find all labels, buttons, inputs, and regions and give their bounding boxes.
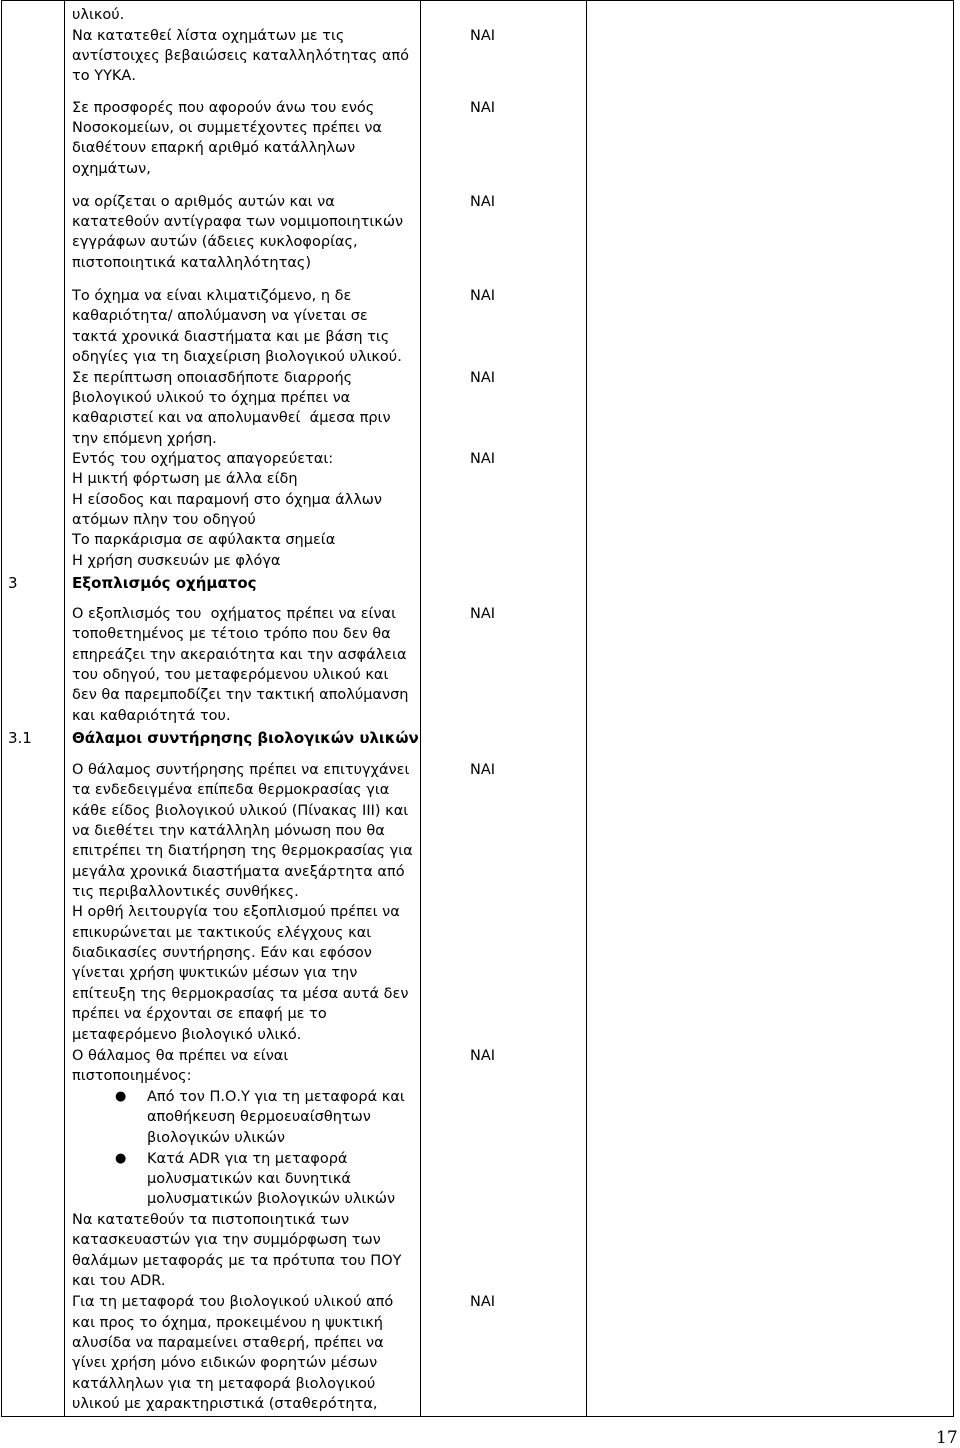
row-text-line: εγγράφων αυτών (άδειες κυκλοφορίας, [72,234,358,250]
row-text-line: τα ενδεδειγμένα επίπεδα θερμοκρασίας για [72,782,390,798]
row-text-line: να διεθέτει την κατάλληλη μόνωση που θα [72,823,385,839]
row-text-line: Να κατατεθεί λίστα οχημάτων με τις [72,28,345,44]
answer-yes: ΝΑΙ [470,370,496,386]
answer-yes: ΝΑΙ [470,606,496,622]
row-text-line: Ο θάλαμος συντήρησης πρέπει να επιτυγχάνει [72,762,410,778]
table-left-border [1,0,2,1416]
row-text-line: υλικού. [72,7,125,23]
row-text-line: οδηγίες για τη διαχείριση βιολογικού υλικού. [72,349,402,365]
row-text-line: Η είσοδος και παραμονή στο όχημα άλλων [72,492,383,508]
answer-yes: ΝΑΙ [470,28,496,44]
row-text-line: πρέπει να έρχονται σε επαφή με το [72,1006,327,1022]
row-text-line: διαθέτουν επαρκή αριθμό κατάλληλων [72,140,356,156]
row-text-line: Ο θάλαμος θα πρέπει να είναι [72,1048,289,1064]
answer-yes: ΝΑΙ [470,1294,496,1310]
answer-yes: ΝΑΙ [470,762,496,778]
row-text-line: κατάλληλων για τη μεταφορά βιολογικού [72,1376,376,1392]
row-text-line: αλυσίδα να παραμείνει σταθερή, πρέπει να [72,1335,384,1351]
row-text-line: πιστοποιημένος: [72,1068,192,1084]
row-text-line: το ΥΥΚΑ. [72,68,136,84]
bullet-icon: ● [115,1089,127,1104]
table-bottom-border [1,1416,954,1417]
row-text-line: Ο εξοπλισμός του οχήματος πρέπει να είναι [72,606,397,622]
section-number: 3.1 [8,729,32,747]
bullet-text-line: Από τον Π.Ο.Υ για τη μεταφορά και [147,1089,405,1105]
answer-yes: ΝΑΙ [470,194,496,210]
row-text-line: και του ADR. [72,1273,166,1289]
row-text-line: γίνει χρήση μόνο ειδικών φορητών μέσων [72,1355,378,1371]
row-text-line: επίτευξη της θερμοκρασίας τα μέσα αυτά δεν [72,986,409,1002]
bullet-text-line: βιολογικών υλικών [147,1130,286,1146]
table-right-border [953,0,954,1416]
section-number: 3 [8,574,18,592]
row-text-line: κατασκευαστών για την συμμόρφωση των [72,1232,381,1248]
column-divider-1 [64,0,65,1416]
row-text-line: Η χρήση συσκευών με φλόγα [72,553,281,569]
bullet-text-line: αποθήκευση θερμοευαίσθητων [147,1109,371,1125]
answer-yes: ΝΑΙ [470,451,496,467]
page-number: 17 [936,1428,958,1448]
row-text-line: δεν θα παρεμποδίζει την τακτική απολύμανση [72,687,409,703]
row-text-line: και καθαριότητά του. [72,708,231,724]
row-text-line: Σε προσφορές που αφορούν άνω του ενός [72,100,375,116]
bullet-icon: ● [115,1151,127,1166]
answer-yes: ΝΑΙ [470,100,496,116]
row-text-line: κάθε είδος βιολογικού υλικού (Πίνακας ΙΙΙ) και [72,803,409,819]
answer-yes: ΝΑΙ [470,288,496,304]
row-text-line: υλικού με χαρακτηριστικά (σταθερότητα, [72,1396,378,1412]
row-text-line: πιστοποιητικά καταλληλότητας) [72,255,312,271]
row-text-line: να ορίζεται ο αριθμός αυτών και να [72,194,335,210]
row-text-line: και προς το όχημα, προκειμένου η ψυκτική [72,1315,383,1331]
row-text-line: Για τη μεταφορά του βιολογικού υλικού από [72,1294,394,1310]
section-heading: Εξοπλισμός οχήματος [72,574,257,592]
row-text-line: τοποθετημένος με τέτοιο τρόπο που δεν θα [72,626,391,642]
bullet-text-line: μολυσματικών και δυνητικά [147,1171,351,1187]
row-text-line: Το όχημα να είναι κλιματιζόμενο, η δε [72,288,352,304]
row-text-line: καθαριστεί και να απολυμανθεί άμεσα πριν [72,410,391,426]
row-text-line: μεγάλα χρονικά διαστήματα ανεξάρτητα από [72,864,405,880]
row-text-line: μεταφερόμενο βιολογικό υλικό. [72,1027,302,1043]
section-heading: Θάλαμοι συντήρησης βιολογικών υλικών [72,729,419,747]
row-text-line: γίνεται χρήση ψυκτικών μέσων για την [72,965,358,981]
answer-yes: ΝΑΙ [470,1048,496,1064]
row-text-line: Να κατατεθούν τα πιστοποιητικά των [72,1212,350,1228]
row-text-line: επικυρώνεται με τακτικούς ελέγχους και [72,925,372,941]
row-text-line: τις περιβαλλοντικές συνθήκες. [72,884,299,900]
row-text-line: βιολογικού υλικού το όχημα πρέπει να [72,390,351,406]
row-text-line: την επόμενη χρήση. [72,431,217,447]
row-text-line: οχημάτων, [72,161,151,177]
row-text-line: ατόμων πλην του οδηγού [72,512,256,528]
row-text-line: Σε περίπτωση οποιασδήποτε διαρροής [72,370,353,386]
row-text-line: επιτρέπει τη διατήρηση της θερμοκρασίας για [72,843,413,859]
column-divider-2 [420,0,421,1416]
row-text-line: του οδηγού, του μεταφερόμενου υλικού και [72,667,389,683]
bullet-text-line: Κατά ADR για τη μεταφορά [147,1151,348,1167]
column-divider-3 [586,0,587,1416]
bullet-text-line: μολυσματικών βιολογικών υλικών [147,1191,396,1207]
row-text-line: καθαριότητα/ απολύμανση να γίνεται σε [72,308,368,324]
row-text-line: θαλάμων μεταφοράς με τα πρότυπα του ΠΟΥ [72,1253,402,1269]
row-text-line: διαδικασίες συντήρησης. Εάν και εφόσον [72,945,372,961]
row-text-line: κατατεθούν αντίγραφα των νομιμοποιητικών [72,214,404,230]
row-text-line: αντίστοιχες βεβαιώσεις καταλληλότητας από [72,48,410,64]
row-text-line: επηρεάζει την ακεραιότητα και την ασφάλεια [72,647,407,663]
row-text-line: Το παρκάρισμα σε αφύλακτα σημεία [72,532,336,548]
row-text-line: Νοσοκομείων, οι συμμετέχοντες πρέπει να [72,120,382,136]
row-divider-1 [1,0,954,1]
row-text-line: τακτά χρονικά διαστήματα και με βάση τις [72,329,390,345]
row-text-line: Η ορθή λειτουργία του εξοπλισμού πρέπει να [72,904,400,920]
row-text-line: Εντός του οχήματος απαγορεύεται: [72,451,334,467]
row-text-line: Η μικτή φόρτωση με άλλα είδη [72,471,298,487]
